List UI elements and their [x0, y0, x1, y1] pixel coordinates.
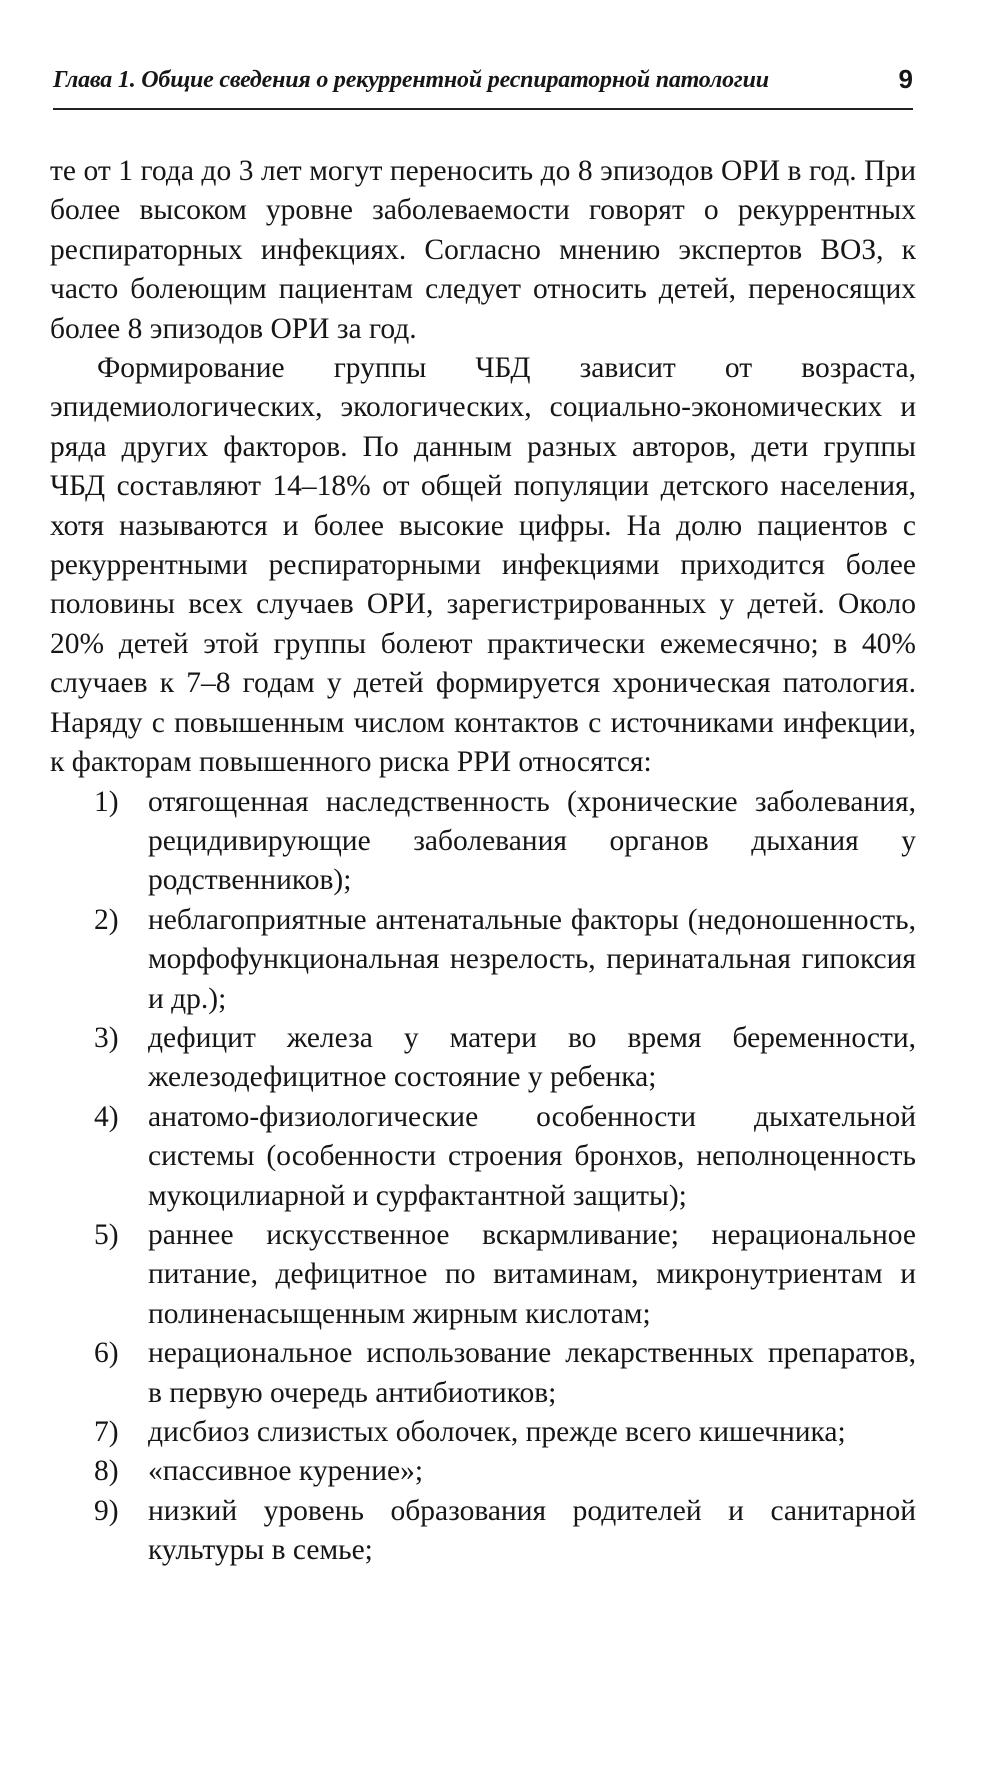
- list-item-text: анатомо-физиологические особенности дыхательной системы (особенности строения бронхов, неполноценность мукоцилиарной и сурфактантной защиты);: [148, 1100, 916, 1212]
- list-item-text: дисбиоз слизистых оболочек, прежде всего кишечника;: [148, 1416, 846, 1448]
- list-item-number: 2): [94, 903, 119, 936]
- paragraph: те от 1 года до 3 лет могут переносить до 8 эпизодов ОРИ в год. При более высоком уровне заболеваемости говорят о рекуррентных респираторных инфекциях. Согласно мнению экспертов ВОЗ, к часто болеющим пациентам следует относить детей, переносящих более 8 эпизодов ОРИ за год.: [50, 155, 916, 345]
- list-item-number: 1): [94, 785, 119, 818]
- list-item-text: отягощенная наследственность (хронические заболевания, рецидивирующие заболевания органов дыхания у родственников);: [148, 785, 916, 897]
- risk-factors-list: [50, 783, 916, 1571]
- list-item-number: 9): [94, 1494, 119, 1527]
- body-text: [50, 152, 916, 1571]
- paragraph: Формирование группы ЧБД зависит от возраста, эпидемиологических, экологических, социально-экономических и ряда других факторов. По данным разных авторов, дети группы ЧБД составляют 14–18% от общей популяции детского населения, хотя называются и более высокие цифры. На долю пациентов с рекуррентными респираторными инфекциями приходится более половины всех случаев ОРИ, зарегистрированных у детей. Около 20% детей этой группы болеют практически ежемесячно; в 40% случаев к 7–8 годам у детей формируется хроническая патология. Наряду с повышенным числом контактов с источниками инфекции, к факторам повышенного риска РРИ относятся:: [50, 352, 916, 779]
- list-item-number: 6): [94, 1337, 119, 1370]
- list-item-text: нерациональное использование лекарственных препаратов, в первую очередь антибиотиков;: [148, 1337, 916, 1409]
- list-item: [50, 901, 916, 1019]
- list-item: [50, 1098, 916, 1216]
- list-item-text: неблагоприятные антенатальные факторы (недоношенность, морфофункциональная незрелость, перинатальная гипоксия и др.);: [148, 903, 916, 1015]
- page-number: 9: [898, 64, 913, 94]
- list-item: [50, 1492, 916, 1571]
- list-item: [50, 1452, 916, 1491]
- running-head: [53, 60, 913, 110]
- list-item-text: дефицит железа у матери во время беременности, железодефицитное состояние у ребенка;: [148, 1021, 916, 1094]
- list-item-text: раннее искусственное вскармливание; нерациональное питание, дефицитное по витаминам, микронутриентам и полиненасыщенным жирным кислотам;: [148, 1218, 916, 1330]
- list-item-number: 8): [94, 1455, 119, 1488]
- list-item-number: 3): [94, 1021, 119, 1054]
- list-item-text: низкий уровень образования родителей и санитарной культуры в семье;: [148, 1494, 916, 1567]
- list-item: [50, 1334, 916, 1413]
- list-item: [50, 1216, 916, 1334]
- list-item: [50, 1413, 916, 1452]
- list-item-text: «пассивное курение»;: [148, 1455, 424, 1488]
- chapter-running-title: Глава 1. Общие сведения о рекуррентной респираторной патологии: [53, 67, 769, 93]
- list-item-number: 5): [94, 1218, 119, 1251]
- list-item-number: 4): [94, 1100, 119, 1133]
- list-item: [50, 783, 916, 901]
- list-item: [50, 1019, 916, 1098]
- list-item-number: 7): [94, 1416, 119, 1448]
